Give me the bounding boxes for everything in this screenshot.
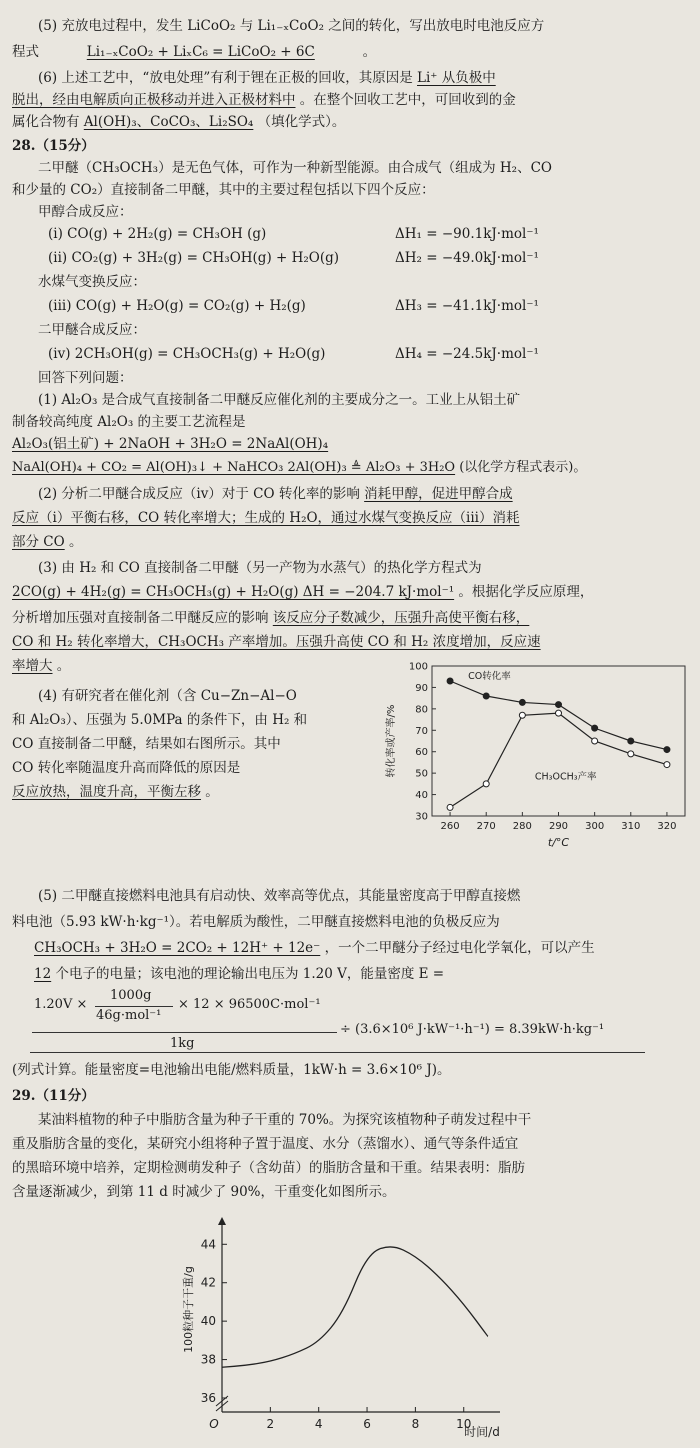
dh-1: ΔH₁ = −90.1kJ·mol⁻¹ xyxy=(395,226,539,242)
q28-3-answer3: 该反应分子数减少，压强升高使平衡右移， xyxy=(272,610,530,626)
series-2-point xyxy=(556,710,562,716)
series-1-point xyxy=(592,725,598,731)
q28-3-line5 xyxy=(12,656,70,676)
x-tick-label: O xyxy=(209,1417,219,1431)
q28-2-answer3: 部分 CO xyxy=(12,534,65,550)
q29-text2: 重及脂肪含量的变化，某研究小组将种子置于温度、水分（蒸馏水）、通气等条件适宜 xyxy=(12,1136,519,1152)
x-tick-label: 10 xyxy=(456,1417,472,1431)
q28-5-line4 xyxy=(34,964,444,984)
y-tick-label: 30 xyxy=(415,811,428,823)
q28-1-post: (以化学方程式表示)。 xyxy=(459,460,587,475)
q27-6-line3 xyxy=(12,112,345,132)
dh-4: ΔH₄ = −24.5kJ·mol⁻¹ xyxy=(395,346,539,362)
series-2-point xyxy=(628,751,634,757)
y-tick-label: 70 xyxy=(415,725,428,737)
q27-5-pre: 程式 xyxy=(12,44,39,60)
q27-6-answer2: 脱出，经由电解质向正极移动并进入正极材料中 xyxy=(12,92,296,108)
q28-3-post1: 。根据化学反应原理， xyxy=(458,584,594,600)
series-2-point xyxy=(519,712,525,718)
q28-4-line5 xyxy=(12,782,219,802)
x-tick-label: 320 xyxy=(657,821,677,832)
series-2-point xyxy=(592,738,598,744)
q28-1-line3: Al₂O₃(铝土矿) + 2NaOH + 3H₂O = 2NaAl(OH)₄ xyxy=(12,436,329,452)
frac-denominator-molar: 46g·mol⁻¹ xyxy=(96,1008,162,1023)
q28-cat-dme: 二甲醚合成反应： xyxy=(38,322,146,338)
q28-3-line1: (3) 由 H₂ 和 CO 直接制备二甲醚（另一产物为水蒸气）的热化学方程式为 xyxy=(38,560,482,576)
reaction-i: (i) CO(g) + 2H₂(g) = CH₃OH (g) xyxy=(48,226,267,242)
x-axis-label: 时间/d xyxy=(464,1425,500,1439)
q28-5-line2: 料电池（5.93 kW·h·kg⁻¹）。若电解质为酸性，二甲醚直接燃料电池的负极反应为 xyxy=(12,914,500,930)
legend-co-conversion: CO转化率 xyxy=(468,670,511,682)
q28-3-line3 xyxy=(12,608,529,628)
q28-1-line1: (1) Al₂O₃ 是合成气直接制备二甲醚反应催化剂的主要成分之一。工业上从铝土矿 xyxy=(38,392,521,408)
dh-3: ΔH₃ = −41.1kJ·mol⁻¹ xyxy=(395,298,539,314)
q28-5-line3 xyxy=(34,938,595,958)
reaction-ii: (ii) CO₂(g) + 3H₂(g) = CH₃OH(g) + H₂O(g) xyxy=(48,250,340,266)
q28-3-line4 xyxy=(12,632,541,652)
q28-2-pre: (2) 分析二甲醚合成反应（iv）对于 CO 转化率的影响 xyxy=(38,486,360,502)
q28-intro1: 二甲醚（CH₃OCH₃）是无色气体，可作为一种新型能源。由合成气（组成为 H₂、CO xyxy=(38,160,552,176)
y-axis-label: 转化率或产率/% xyxy=(386,704,397,778)
q28-5-answer1: CH₃OCH₃ + 3H₂O = 2CO₂ + 12H⁺ + 12e⁻ xyxy=(34,940,321,956)
q27-5-answer: Li₁₋ₓCoO₂ + LiₓC₆ = LiCoO₂ + 6C xyxy=(86,44,315,60)
q28-heading: 28.（15分） xyxy=(12,138,95,154)
series-1-point xyxy=(447,678,453,684)
q29-text1: 某油料植物的种子中脂肪含量为种子干重的 70%。为探究该植物种子萌发过程中干 xyxy=(38,1112,532,1128)
q28-4-line3: CO 直接制备二甲醚，结果如右图所示。其中 xyxy=(12,736,281,752)
q27-5-line2 xyxy=(12,42,376,62)
legend-dme-yield: CH₃OCH₃产率 xyxy=(534,771,597,783)
x-tick-label: 4 xyxy=(314,1417,323,1431)
y-tick-label: 100 xyxy=(408,661,428,673)
q28-3-answer1: 2CO(g) + 4H₂(g) = CH₃OCH₃(g) + H₂O(g) ΔH = −204.7 kJ·mol⁻¹ xyxy=(12,584,455,600)
q28-1-line4 xyxy=(12,458,586,478)
frac-bar-inner xyxy=(95,1006,173,1007)
y-tick-label: 40 xyxy=(415,790,428,802)
q28-3-answer5: 率增大 xyxy=(12,658,53,674)
q28-4-post: 。 xyxy=(205,784,219,800)
y-tick-label: 80 xyxy=(415,704,428,716)
frac-bar-outer xyxy=(32,1032,337,1033)
series-1-point xyxy=(556,702,562,708)
q28-intro2: 和少量的 CO₂）直接制备二甲醚，其中的主要过程包括以下四个反应： xyxy=(12,182,435,198)
q28-cat-watergas: 水煤气变换反应： xyxy=(38,274,146,290)
series-2-point xyxy=(483,781,489,787)
q27-6-answer1: Li⁺ 从负极中 xyxy=(417,70,496,86)
q28-3-line2 xyxy=(12,582,593,602)
x-axis-label: t/°C xyxy=(547,836,570,849)
series-1-point xyxy=(628,738,634,744)
q27-5-line1: (5) 充放电过程中，发生 LiCoO₂ 与 Li₁₋ₓCoO₂ 之间的转化，写出放电时电池反应方 xyxy=(38,18,545,34)
answer-underline xyxy=(30,1052,645,1053)
q28-5-post1: ，一个二甲醚分子经过电化学氧化，可以产生 xyxy=(324,940,595,956)
y-tick-label: 38 xyxy=(200,1352,216,1367)
q28-2-answer1: 消耗甲醇，促进甲醇合成 xyxy=(364,486,513,502)
q28-2-line3 xyxy=(12,532,83,552)
y-axis-label: 100粒种子干重/g xyxy=(182,1266,195,1353)
plot-frame xyxy=(432,666,685,816)
q28-5-note: (列式计算。能量密度=电池输出电能/燃料质量，1kW·h = 3.6×10⁶ J)。 xyxy=(12,1062,451,1078)
q28-3-post5: 。 xyxy=(56,658,71,674)
q27-6-pre: (6) 上述工艺中，“放电处理”有利于锂在正极的回收，其原因是 xyxy=(38,70,413,86)
y-tick-label: 36 xyxy=(200,1391,216,1405)
q27-5-end: 。 xyxy=(362,44,377,60)
y-tick-label: 50 xyxy=(415,768,428,780)
frac-middle: × 12 × 96500C·mol⁻¹ xyxy=(178,997,321,1012)
series-1-point xyxy=(483,693,489,699)
x-tick-label: 290 xyxy=(548,821,569,832)
seed-dry-weight-chart xyxy=(180,1212,520,1442)
q27-6-post3: （填化学式）。 xyxy=(257,114,346,130)
dh-2: ΔH₂ = −49.0kJ·mol⁻¹ xyxy=(395,250,539,266)
q28-5-line1: (5) 二甲醚直接燃料电池具有启动快、效率高等优点，其能量密度高于甲醇直接燃 xyxy=(38,888,521,904)
q28-2-line2 xyxy=(12,508,520,528)
q28-1-answer: NaAl(OH)₄ + CO₂ = Al(OH)₃↓ + NaHCO₃ 2Al(OH)₃ ≜ Al₂O₃ + 3H₂O xyxy=(12,460,456,475)
q27-6-answer3: Al(OH)₃、CoCO₃、Li₂SO₄ xyxy=(83,114,254,130)
series-line-2 xyxy=(450,713,667,807)
x-tick-label: 270 xyxy=(476,821,496,832)
frac-denominator-kg: 1kg xyxy=(170,1036,195,1051)
series-2-point xyxy=(664,762,670,768)
x-tick-label: 6 xyxy=(363,1417,371,1431)
series-1-point xyxy=(664,747,670,753)
q28-4-line4: CO 转化率随温度升高而降低的原因是 xyxy=(12,760,241,776)
q28-cat-methanol: 甲醇合成反应： xyxy=(38,204,133,220)
conversion-yield-chart xyxy=(380,658,695,853)
series-2-point xyxy=(447,804,453,810)
q29-heading: 29.（11分） xyxy=(12,1088,95,1104)
y-tick-label: 90 xyxy=(415,682,428,694)
y-axis-arrow xyxy=(218,1217,226,1225)
q28-2-answer2: 反应（i）平衡右移，CO 转化率增大；生成的 H₂O，通过水煤气变换反应（iii）消耗 xyxy=(12,510,520,526)
x-tick-label: 310 xyxy=(621,821,641,832)
q28-4-line2: 和 Al₂O₃）、压强为 5.0MPa 的条件下，由 H₂ 和 xyxy=(12,712,308,728)
q27-6-pre3: 属化合物有 xyxy=(12,114,80,130)
y-tick-label: 44 xyxy=(200,1237,216,1252)
frac-prefix: 1.20V × xyxy=(34,997,88,1012)
x-tick-label: 2 xyxy=(266,1417,275,1431)
y-tick-label: 42 xyxy=(200,1275,216,1290)
series-1-point xyxy=(519,699,525,705)
x-tick-label: 300 xyxy=(585,821,605,832)
q27-6-post: 。在整个回收工艺中，可回收到的金 xyxy=(299,92,516,108)
q28-4-line1: (4) 有研究者在催化剂（含 Cu−Zn−Al−O xyxy=(38,688,297,704)
reaction-iv: (iv) 2CH₃OH(g) = CH₃OCH₃(g) + H₂O(g) xyxy=(48,346,326,362)
q28-1-line2: 制备较高纯度 Al₂O₃ 的主要工艺流程是 xyxy=(12,414,246,430)
x-tick-label: 8 xyxy=(411,1417,420,1431)
dry-weight-curve xyxy=(222,1247,488,1367)
q28-ask: 回答下列问题： xyxy=(38,370,133,386)
q28-4-answer: 反应放热，温度升高，平衡左移 xyxy=(12,784,201,800)
frac-numerator-mass: 1000g xyxy=(110,988,152,1003)
frac-result: ÷ (3.6×10⁶ J·kW⁻¹·h⁻¹) = 8.39kW·h·kg⁻¹ xyxy=(340,1022,605,1037)
q27-6-line1 xyxy=(38,68,496,88)
x-tick-label: 260 xyxy=(440,821,460,832)
q28-5-post2: 个电子的电量；该电池的理论输出电压为 1.20 V，能量密度 E = xyxy=(55,966,445,982)
x-tick-label: 280 xyxy=(512,821,532,832)
q27-6-line2 xyxy=(12,90,516,110)
reaction-iii: (iii) CO(g) + H₂O(g) = CO₂(g) + H₂(g) xyxy=(48,298,306,314)
y-tick-label: 60 xyxy=(415,747,428,759)
y-tick-label: 40 xyxy=(200,1314,216,1329)
q29-text4: 含量逐渐减少，到第 11 d 时减少了 90%，干重变化如图所示。 xyxy=(12,1184,396,1200)
q28-3-answer4: CO 和 H₂ 转化率增大，CH₃OCH₃ 产率增加。压强升高使 CO 和 H₂ 浓度增加，反应速 xyxy=(12,634,541,650)
q29-text3: 的黑暗环境中培养，定期检测萌发种子（含幼苗）的脂肪含量和干重。结果表明：脂肪 xyxy=(12,1160,525,1176)
q28-5-answer2: 12 xyxy=(34,966,52,982)
q28-2-post: 。 xyxy=(69,534,83,550)
q28-3-pre3: 分析增加压强对直接制备二甲醚反应的影响 xyxy=(12,610,269,626)
q28-2-line1 xyxy=(38,484,513,504)
